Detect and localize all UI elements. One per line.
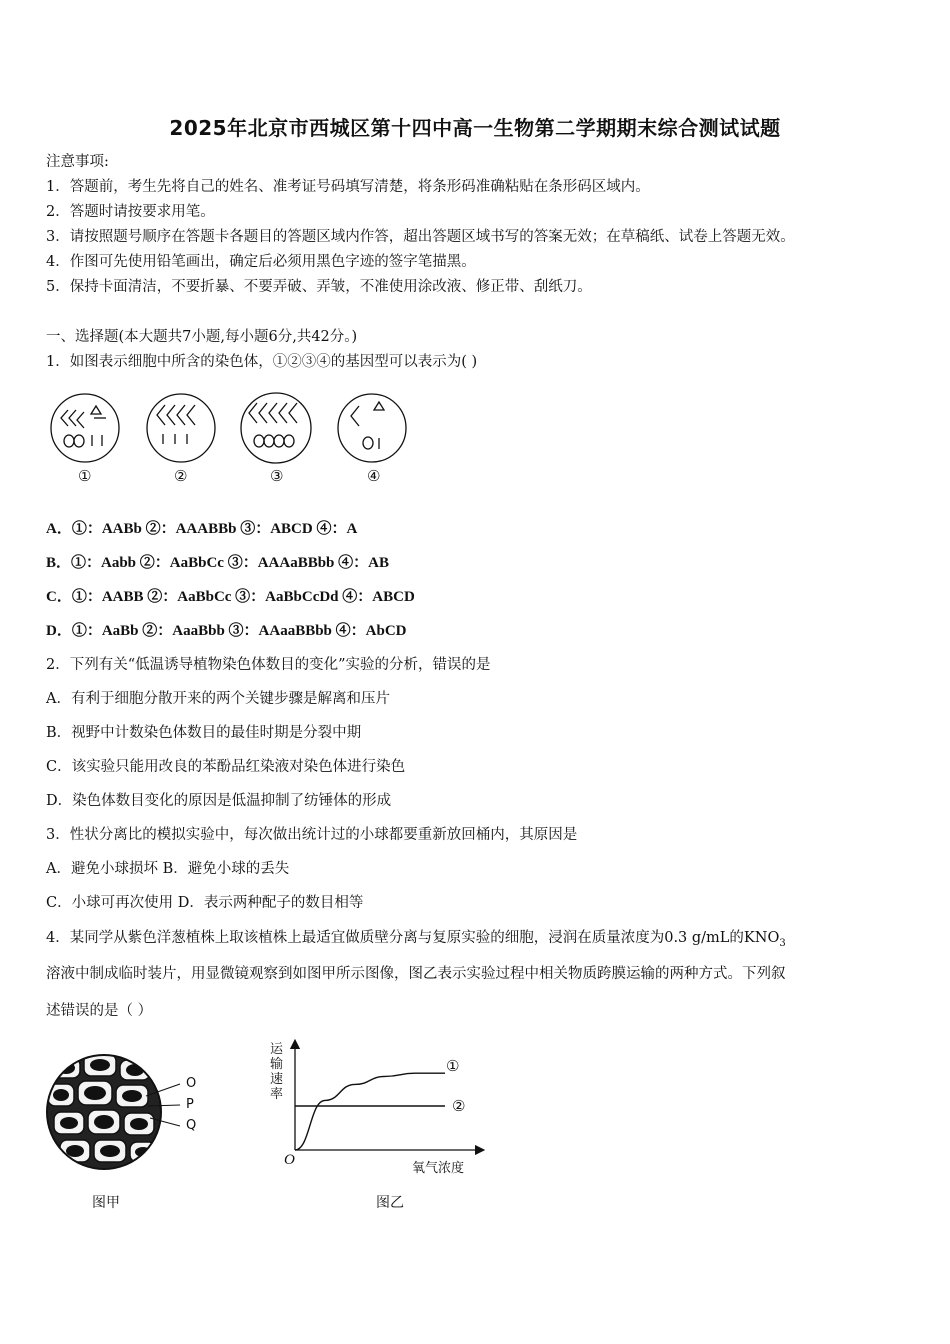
- cell-label: ④: [367, 467, 381, 485]
- question-3-stem: 3．性状分离比的模拟实验中，每次做出统计过的小球都要重新放回桶内，其原因是: [46, 827, 578, 843]
- micrograph-label-p: P: [186, 1097, 194, 1112]
- question-2-option-d[interactable]: D．染色体数目变化的原因是低温抑制了纺锤体的形成: [46, 793, 392, 809]
- transport-rate-chart: [270, 1038, 500, 1178]
- notice-heading: 注意事项:: [46, 154, 109, 170]
- chart-x-label: 氧气浓度: [412, 1161, 465, 1176]
- cell-label: ②: [174, 467, 188, 485]
- cell-2-diagram: [147, 394, 215, 462]
- chart-origin-label: O: [284, 1152, 295, 1168]
- notice-item: 4．作图可先使用铅笔画出，确定后必须用黑色字迹的签字笔描黑。: [46, 254, 476, 270]
- page-title: 2025年北京市西城区第十四中高一生物第二学期期末综合测试试题: [169, 116, 781, 140]
- question-2-option-b[interactable]: B．视野中计数染色体数目的最佳时期是分裂中期: [46, 725, 362, 741]
- question-1-option-c[interactable]: C．①：AABB ②：AaBbCc ③：AaBbCcDd ④：ABCD: [46, 589, 415, 605]
- question-3-options-cd[interactable]: C．小球可再次使用 D．表示两种配子的数目相等: [46, 895, 364, 911]
- micrograph-label-q: Q: [186, 1118, 197, 1133]
- question-4-stem-line3: 述错误的是（ ）: [46, 1003, 153, 1019]
- question-3-options-ab[interactable]: A．避免小球损坏 B．避免小球的丢失: [46, 861, 290, 877]
- notice-item: 2．答题时请按要求用笔。: [46, 204, 215, 220]
- question-2-option-c[interactable]: C．该实验只能用改良的苯酚品红染液对染色体进行染色: [46, 759, 406, 775]
- notice-item: 5．保持卡面清洁，不要折暴、不要弄破、弄皱，不准使用涂改液、修正带、刮纸刀。: [46, 279, 592, 295]
- micrograph-caption: 图甲: [92, 1195, 120, 1211]
- question-1-stem: 1．如图表示细胞中所含的染色体，①②③④的基因型可以表示为( ): [46, 354, 478, 370]
- series-2-label: ②: [452, 1097, 466, 1115]
- section-heading: 一、选择题(本大题共7小题,每小题6分,共42分。): [46, 329, 358, 345]
- series-1-label: ①: [446, 1057, 460, 1075]
- cell-label: ③: [270, 467, 284, 485]
- question-1-option-a[interactable]: A．①：AABb ②：AAABBb ③：ABCD ④：A: [46, 521, 358, 537]
- question-2-option-a[interactable]: A．有利于细胞分散开来的两个关键步骤是解离和压片: [46, 691, 390, 707]
- question-1-option-b[interactable]: B．①：Aabb ②：AaBbCc ③：AAAaBBbb ④：AB: [46, 555, 389, 571]
- chart-y-label: 运输速率: [270, 1042, 284, 1102]
- question-2-stem: 2．下列有关“低温诱导植物染色体数目的变化”实验的分析，错误的是: [46, 657, 491, 673]
- notice-item: 3．请按照题号顺序在答题卡各题目的答题区域内作答，超出答题区域书写的答案无效；在草稿纸、试卷上答题无效。: [46, 229, 795, 245]
- question-1-option-d[interactable]: D．①：AaBb ②：AaaBbb ③：AAaaBBbb ④：AbCD: [46, 623, 407, 639]
- series-line-1: [295, 1073, 445, 1150]
- chart-caption: 图乙: [376, 1195, 404, 1211]
- cell-label: ①: [78, 467, 92, 485]
- cell-1-diagram: [51, 394, 119, 462]
- notice-item: 1．答题前，考生先将自己的姓名、准考证号码填写清楚，将条形码准确粘贴在条形码区域内。: [46, 179, 650, 195]
- micrograph-label-o: O: [186, 1076, 197, 1091]
- cell-3-diagram: [241, 393, 311, 463]
- micrograph-figure: [46, 1050, 206, 1175]
- cell-4-diagram: [338, 394, 406, 462]
- question-4-stem-line1: 4．某同学从紫色洋葱植株上取该植株上最适宜做质壁分离与复原实验的细胞，浸润在质量浓度为0.3 g/mL的$KNO_3$: [46, 930, 786, 949]
- chromosome-cells-figure: [46, 388, 416, 490]
- question-4-stem-line2: 溶液中制成临时装片，用显微镜观察到如图甲所示图像，图乙表示实验过程中相关物质跨膜运输的两种方式。下列叙: [46, 966, 786, 982]
